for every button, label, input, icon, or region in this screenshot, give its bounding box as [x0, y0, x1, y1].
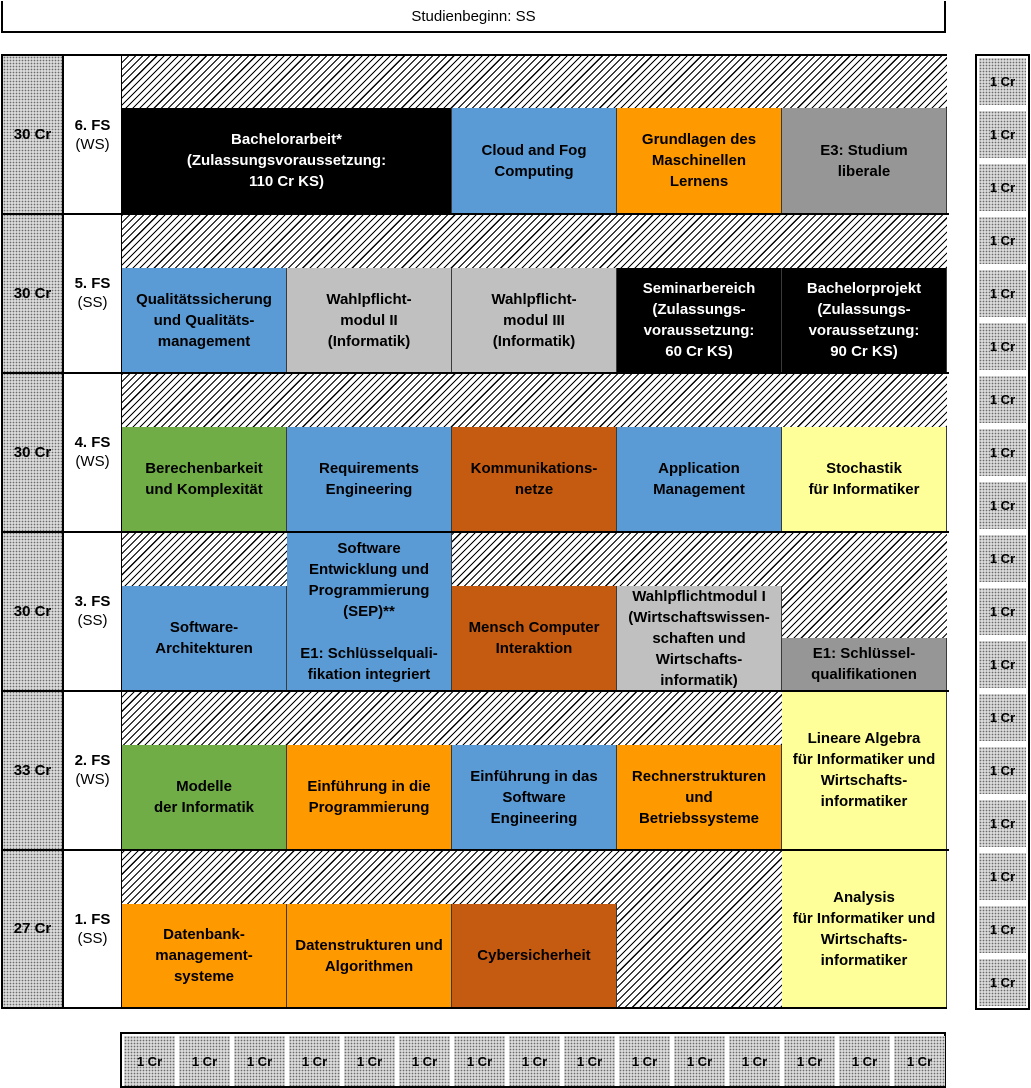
semester-credits-5: 30 Cr — [3, 214, 64, 373]
row-divider — [3, 849, 949, 851]
side-credit-cell: 1 Cr — [979, 800, 1026, 849]
module-wahlpflicht-1: Wahlpflichtmodul I (Wirtschaftswissen- schaften und Wirtschafts- informatik) — [617, 586, 782, 691]
module-bachelorarbeit: Bachelorarbeit* (Zulassungsvoraussetzung: 110 Cr KS) — [122, 108, 452, 214]
semester-label-6: 6. FS (WS) — [64, 56, 122, 214]
side-credit-cell: 1 Cr — [979, 429, 1026, 478]
side-credit-cell: 1 Cr — [979, 482, 1026, 531]
module-qualitaetssicherung: Qualitätssicherung und Qualitäts- management — [122, 268, 287, 373]
module-studium-liberale: E3: Studium liberale — [782, 108, 947, 214]
bottom-credit-row — [120, 1032, 946, 1088]
semester-credits-1: 27 Cr — [3, 850, 64, 1007]
module-cloud-fog: Cloud and Fog Computing — [452, 108, 617, 214]
module-einfuehrung-programmierung: Einführung in die Programmierung — [287, 745, 452, 850]
side-credit-cell: 1 Cr — [979, 694, 1026, 743]
row-divider — [3, 690, 949, 692]
side-credit-cell: 1 Cr — [979, 217, 1026, 266]
side-credit-column — [975, 54, 1030, 1010]
bottom-credit-cell: 1 Cr — [399, 1036, 450, 1086]
study-start-header — [1, 1, 946, 33]
side-credit-cell: 1 Cr — [979, 111, 1026, 160]
row-divider — [3, 213, 949, 215]
semester-credits-6: 30 Cr — [3, 56, 64, 214]
side-credit-cell: 1 Cr — [979, 535, 1026, 584]
bottom-credit-cell: 1 Cr — [894, 1036, 945, 1086]
bottom-credit-cell: 1 Cr — [839, 1036, 890, 1086]
bottom-credit-cell: 1 Cr — [784, 1036, 835, 1086]
side-credit-cell: 1 Cr — [979, 376, 1026, 425]
module-einfuehrung-software-engineering: Einführung in das Software Engineering — [452, 745, 617, 850]
bottom-credit-cell: 1 Cr — [344, 1036, 395, 1086]
module-requirements-engineering: Requirements Engineering — [287, 427, 452, 532]
semester-label-4: 4. FS (WS) — [64, 373, 122, 532]
module-software-architekturen: Software- Architekturen — [122, 586, 287, 691]
semester-label-2: 2. FS (WS) — [64, 691, 122, 850]
side-credit-cell: 1 Cr — [979, 853, 1026, 902]
module-modelle-informatik: Modelle der Informatik — [122, 745, 287, 850]
side-credit-cell: 1 Cr — [979, 641, 1026, 690]
side-credit-cell: 1 Cr — [979, 58, 1026, 107]
side-credit-cell: 1 Cr — [979, 164, 1026, 213]
bottom-credit-cell: 1 Cr — [289, 1036, 340, 1086]
bottom-credit-cell: 1 Cr — [564, 1036, 615, 1086]
module-lineare-algebra: Lineare Algebra für Informatiker und Wirtschafts- informatiker — [782, 691, 947, 850]
module-stochastik: Stochastik für Informatiker — [782, 427, 947, 532]
side-credit-cell: 1 Cr — [979, 906, 1026, 955]
row-divider — [3, 531, 949, 533]
module-wahlpflicht-3: Wahlpflicht- modul III (Informatik) — [452, 268, 617, 373]
module-analysis: Analysis für Informatiker und Wirtschafts- informatiker — [782, 850, 947, 1007]
module-schluesselqualifikationen: E1: Schlüssel- qualifikationen — [782, 638, 947, 691]
module-kommunikationsnetze: Kommunikations- netze — [452, 427, 617, 532]
curriculum-grid — [1, 54, 947, 1009]
hatch-row-6 — [122, 56, 947, 108]
module-datenbankmanagementsysteme: Datenbank- management- systeme — [122, 904, 287, 1007]
bottom-credit-cell: 1 Cr — [509, 1036, 560, 1086]
semester-label-3: 3. FS (SS) — [64, 532, 122, 691]
semester-label-1: 1. FS (SS) — [64, 850, 122, 1007]
side-credit-cell: 1 Cr — [979, 747, 1026, 796]
module-rechnerstrukturen: Rechnerstrukturen und Betriebssysteme — [617, 745, 782, 850]
side-credit-cell: 1 Cr — [979, 959, 1026, 1008]
module-bachelorprojekt: Bachelorprojekt (Zulassungs- voraussetzung: 90 Cr KS) — [782, 268, 947, 373]
study-start-label: Studienbeginn: SS — [411, 7, 536, 25]
hatch-row-5 — [122, 214, 947, 268]
module-berechenbarkeit: Berechenbarkeit und Komplexität — [122, 427, 287, 532]
bottom-credit-cell: 1 Cr — [729, 1036, 780, 1086]
bottom-credit-cell: 1 Cr — [234, 1036, 285, 1086]
hatch-row-2 — [122, 691, 782, 745]
semester-credits-4: 30 Cr — [3, 373, 64, 532]
module-machine-learning: Grundlagen des Maschinellen Lernens — [617, 108, 782, 214]
module-application-management: Application Management — [617, 427, 782, 532]
side-credit-cell: 1 Cr — [979, 270, 1026, 319]
bottom-credit-cell: 1 Cr — [454, 1036, 505, 1086]
bottom-credit-cell: 1 Cr — [674, 1036, 725, 1086]
hatch-row-4 — [122, 373, 947, 427]
bottom-credit-cell: 1 Cr — [179, 1036, 230, 1086]
semester-credits-2: 33 Cr — [3, 691, 64, 850]
module-seminarbereich: Seminarbereich (Zulassungs- voraussetzung: 60 Cr KS) — [617, 268, 782, 373]
semester-label-5: 5. FS (SS) — [64, 214, 122, 373]
bottom-credit-cell: 1 Cr — [124, 1036, 175, 1086]
module-cybersicherheit: Cybersicherheit — [452, 904, 617, 1007]
module-wahlpflicht-2: Wahlpflicht- modul II (Informatik) — [287, 268, 452, 373]
module-mensch-computer-interaktion: Mensch Computer Interaktion — [452, 586, 617, 691]
side-credit-cell: 1 Cr — [979, 323, 1026, 372]
side-credit-cell: 1 Cr — [979, 588, 1026, 637]
module-sep: Software Entwicklung und Programmierung (SEP)** E1: Schlüsselquali- fikation integriert — [287, 532, 452, 691]
semester-credits-3: 30 Cr — [3, 532, 64, 691]
module-datenstrukturen-algorithmen: Datenstrukturen und Algorithmen — [287, 904, 452, 1007]
bottom-credit-cell: 1 Cr — [619, 1036, 670, 1086]
row-divider — [3, 372, 949, 374]
